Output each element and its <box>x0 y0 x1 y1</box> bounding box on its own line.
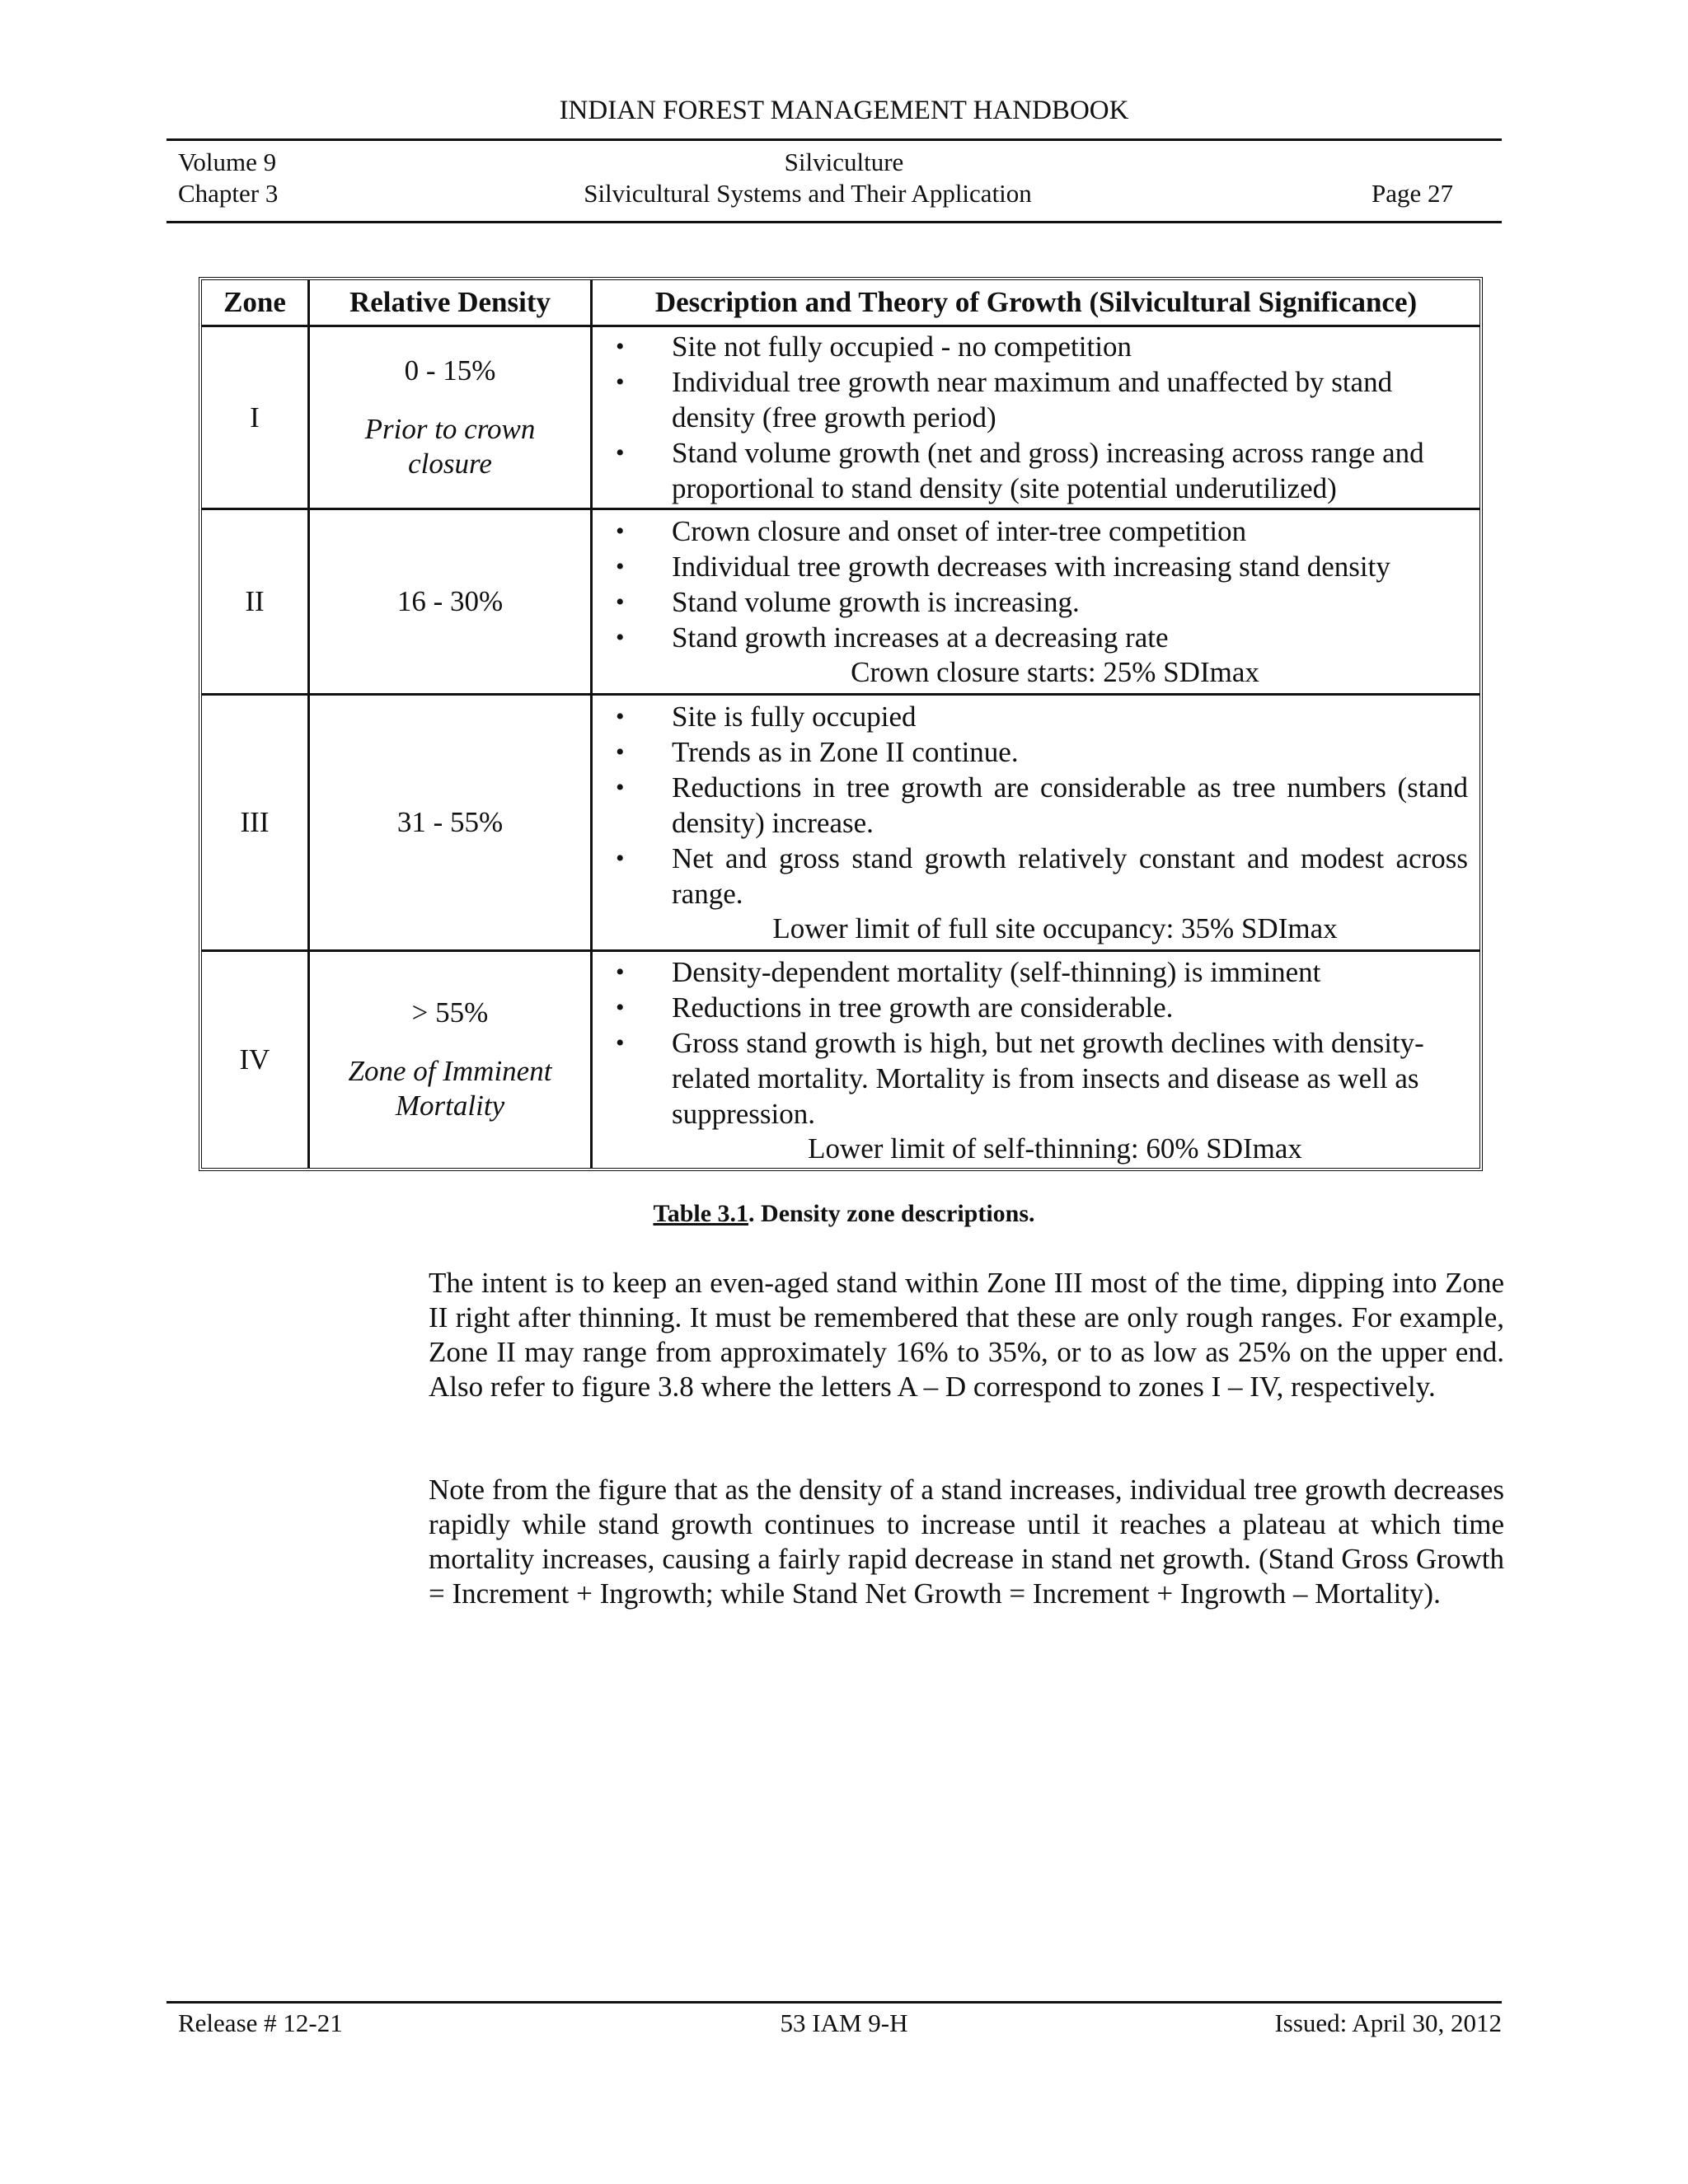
header-relative-density: Relative Density <box>310 280 593 327</box>
description-cell <box>593 327 1479 510</box>
threshold-note: Lower limit of self-thinning: 60% SDImax <box>808 1132 1302 1165</box>
release-number: Release # 12-21 <box>178 2008 343 2037</box>
list-item: • Reductions in tree growth are considerable as tree numbers (stand density) increase. <box>593 770 1468 841</box>
subject-label: Silviculture <box>784 148 904 176</box>
list-item: • Trends as in Zone II continue. <box>593 734 1468 770</box>
density-note: Zone of Imminent Mortality <box>348 1055 552 1122</box>
table-row <box>202 327 1479 510</box>
header-zone: Zone <box>202 280 310 327</box>
document-code: 53 IAM 9-H <box>780 2008 908 2037</box>
density-zone-table <box>199 277 1483 1171</box>
list-item: • Gross stand growth is high, but net growth declines with density-related mortality. Mortality is from insects and disease as well as suppression. <box>593 1025 1468 1132</box>
caption-text: . Density zone descriptions. <box>748 1200 1035 1227</box>
density-cell <box>310 327 593 510</box>
table-caption <box>0 1200 1688 1228</box>
zone-cell: IV <box>202 952 310 1168</box>
list-item: • Crown closure and onset of inter-tree competition <box>593 513 1468 549</box>
zone-cell: I <box>202 327 310 510</box>
density-cell <box>310 510 593 696</box>
density-cell <box>310 696 593 952</box>
header-rule-bottom <box>166 221 1502 223</box>
description-cell <box>593 696 1479 952</box>
chapter-title: Silvicultural Systems and Their Application <box>584 179 1032 208</box>
list-item: • Individual tree growth near maximum and unaffected by stand density (free growth period) <box>593 364 1468 435</box>
issue-date: Issued: April 30, 2012 <box>1274 2008 1502 2037</box>
description-cell <box>593 510 1479 696</box>
zone-cell: III <box>202 696 310 952</box>
body-paragraph: The intent is to keep an even-aged stand within Zone III most of the time, dipping into Zone II right after thinning. It must be remembered that these are only rough ranges. For example, Zone II may range from approximately 16% to 35%, or to as low as 25% on the upper end. Also refer to figure 3.8 where the letters A – D correspond to zones I – IV, respectively. <box>429 1267 1504 1403</box>
density-note: Prior to crown closure <box>364 412 536 480</box>
list-item: • Stand volume growth is increasing. <box>593 584 1468 620</box>
density-range: 0 - 15% <box>404 354 496 387</box>
threshold-note: Lower limit of full site occupancy: 35% SDImax <box>772 912 1338 944</box>
density-cell <box>310 952 593 1168</box>
table-row <box>202 510 1479 696</box>
list-item: • Individual tree growth decreases with increasing stand density <box>593 549 1468 584</box>
threshold-note: Crown closure starts: 25% SDImax <box>851 656 1259 688</box>
header-rule-top <box>166 138 1502 141</box>
description-cell <box>593 952 1479 1168</box>
footer-rule <box>166 2001 1502 2004</box>
density-range: > 55% <box>411 996 489 1029</box>
table-row <box>202 952 1479 1168</box>
list-item: • Stand volume growth (net and gross) increasing across range and proportional to stand density (site potential underutilized) <box>593 435 1468 506</box>
list-item: • Net and gross stand growth relatively constant and modest across range. <box>593 841 1468 912</box>
list-item: • Site not fully occupied - no competition <box>593 329 1468 364</box>
table-row <box>202 696 1479 952</box>
density-range: 16 - 30% <box>396 585 504 617</box>
list-item: • Density-dependent mortality (self-thinning) is imminent <box>593 954 1468 990</box>
chapter-label: Chapter 3 <box>178 179 279 208</box>
body-paragraph: Note from the figure that as the density of a stand increases, individual tree growth decreases rapidly while stand growth continues to increase until it reaches a plateau at which time mortality increases, causing a fairly rapid decrease in stand net growth. (Stand Gross Growth = Increment + Ingrowth; while Stand Net Growth = Increment + Ingrowth – Mortality). <box>429 1474 1504 1610</box>
list-item: • Site is fully occupied <box>593 699 1468 734</box>
page-number: Page 27 <box>1372 179 1454 208</box>
caption-label: Table 3.1 <box>653 1200 749 1227</box>
header-description: Description and Theory of Growth (Silvicultural Significance) <box>593 280 1479 327</box>
list-item: • Stand growth increases at a decreasing rate <box>593 620 1468 655</box>
list-item: • Reductions in tree growth are considerable. <box>593 990 1468 1025</box>
zone-cell: II <box>202 510 310 696</box>
handbook-title: INDIAN FOREST MANAGEMENT HANDBOOK <box>559 96 1129 125</box>
table-header-row <box>202 280 1479 327</box>
density-range: 31 - 55% <box>396 806 504 838</box>
volume-label: Volume 9 <box>178 148 277 176</box>
